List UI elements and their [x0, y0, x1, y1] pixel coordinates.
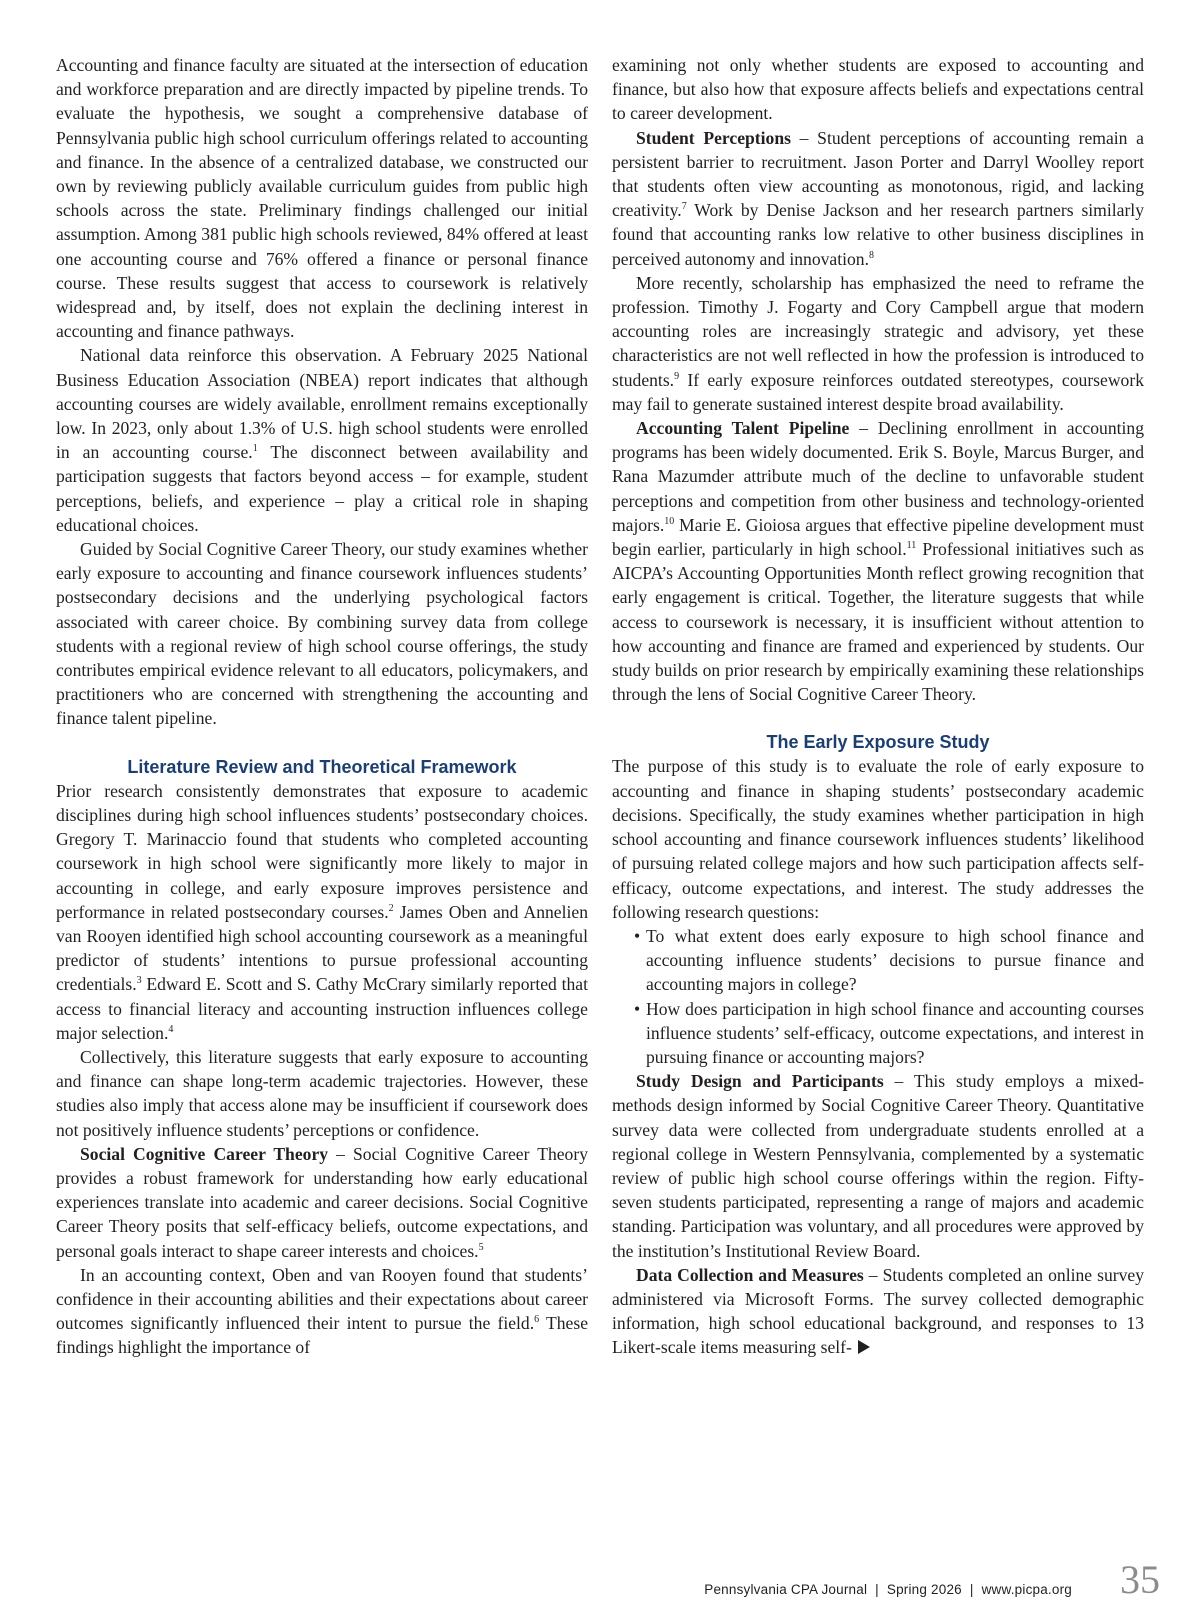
- bullet: •: [634, 998, 641, 1019]
- paragraph: More recently, scholarship has emphasized the need to reframe the profession. Timothy J. Fogarty and Cory Campbell argue that modern accounting roles are increasingly strategic and advisory, yet these characteristics are not well reflected in how the profession is introduced to students.$^9$ If early exposure reinforces outdated stereotypes, coursework may fail to generate sustained interest despite broad availability.: [612, 272, 1144, 414]
- paragraph: In an accounting context, Oben and van Rooyen found that students’ confidence in their accounting abilities and their expectations about career outcomes significantly influenced their intent to pursue the field.$^6$ These findings highlight the importance of: [56, 1264, 588, 1358]
- list-item: • To what extent does early exposure to high school finance and accounting influence students’ decisions to pursue finance and accounting majors in college?: [634, 925, 1144, 995]
- footnote-ref: 5: [478, 1241, 484, 1253]
- paragraph: The purpose of this study is to evaluate the role of early exposure to accounting and finance in shaping students’ postsecondary academic decisions. Specifically, the study examines whether participation in high school accounting and finance coursework influences students’ likelihood of pursuing related college majors and how such participation affects self-efficacy, outcome expectations, and interest. The study addresses the following research questions:: [612, 756, 1144, 922]
- run-in-heading: Student Perceptions: [636, 127, 791, 148]
- paragraph: Study Design and Participants – This study employs a mixed-methods design informed by Social Cognitive Career Theory. Quantitative survey data were collected from undergraduate students enrolled at a regional college in Western Pennsylvania, complemented by a systematic review of public high school course offerings within the region. Fifty-seven students participated, representing a range of majors and academic standing. Participation was voluntary, and all procedures were approved by the institution’s Institutional Review Board.: [612, 1071, 1144, 1261]
- section-heading: Literature Review and Theoretical Framework: [127, 756, 517, 777]
- paragraph: Data Collection and Measures – Students completed an online survey administered via Microsoft Forms. The survey collected demographic information, high school educational background, and responses to 13 Likert-scale items measuring self-: [612, 1264, 1145, 1358]
- paragraph: Collectively, this literature suggests that early exposure to accounting and finance can shape long-term academic trajectories. However, these studies also imply that access alone may be insufficient if coursework does not positively influence students’ perceptions or confidence.: [56, 1046, 588, 1140]
- run-in-heading: Social Cognitive Career Theory: [80, 1143, 329, 1164]
- footer-separator: |: [875, 1582, 879, 1597]
- paragraph: examining not only whether students are exposed to accounting and finance, but also how that exposure affects beliefs and expectations central to career development.: [612, 55, 1144, 124]
- footnote-ref: 4: [168, 1023, 174, 1035]
- paragraph: Student Perceptions – Student perceptions of accounting remain a persistent barrier to recruitment. Jason Porter and Darryl Woolley report that students often view accounting as monotonous, rigid, and lacking creativity.$^7$ Work by Denise Jackson and her research partners similarly found that accounting ranks low relative to other business disciplines in perceived autonomy and innovation.$^8$: [612, 127, 1144, 269]
- section-heading: The Early Exposure Study: [766, 732, 990, 753]
- website-link[interactable]: www.picpa.org: [981, 1582, 1072, 1597]
- footnote-ref: 11: [906, 540, 917, 552]
- footnote-ref: 9: [674, 370, 680, 382]
- footnote-ref: 8: [869, 249, 874, 261]
- paragraph: Prior research consistently demonstrates that exposure to academic disciplines during high school influences students’ postsecondary choices. Gregory T. Marinaccio found that students who completed accounting coursework in high school were significantly more likely to major in accounting in college, and early exposure improves persistence and performance in related postsecondary courses.$^2$ James Oben and Annelien van Rooyen identified high school accounting coursework as a meaningful predictor of students’ intentions to pursue professional accounting credentials.$^3$ Edward E. Scott and S. Cathy McCrary similarly reported that access to financial literacy and accounting instruction influences college major selection.$^4$: [56, 780, 588, 1043]
- run-in-heading: Data Collection and Measures: [636, 1264, 864, 1285]
- issue-date: Spring 2026: [886, 1582, 962, 1597]
- journal-name: Pennsylvania CPA Journal: [704, 1582, 868, 1597]
- footnote-ref: 1: [252, 443, 258, 455]
- right-column: [612, 53, 1144, 1360]
- footnote-ref: 7: [681, 201, 687, 213]
- footnote-ref: 3: [136, 975, 142, 987]
- run-in-heading: Study Design and Participants: [636, 1071, 884, 1092]
- left-column: [56, 53, 588, 1360]
- paragraph: Accounting Talent Pipeline – Declining enrollment in accounting programs has been widely documented. Erik S. Boyle, Marcus Burger, and Rana Mazumder attribute much of the decline to unfavorable student perceptions and competition from other business and technology-oriented majors.$^{10}$ Marie E. Gioiosa argues that effective pipeline development must begin earlier, particularly in high school.$^{11}$ Professional initiatives such as AICPA’s Accounting Opportunities Month reflect growing recognition that early engagement is critical. Together, the literature suggests that while access to coursework is necessary, it is insufficient without attention to how accounting and finance are framed and experienced by students. Our study builds on prior research by empirically examining these relationships through the lens of Social Cognitive Career Theory.: [612, 418, 1144, 705]
- paragraph: Accounting and finance faculty are situated at the intersection of education and workforce preparation and are directly impacted by pipeline trends. To evaluate the hypothesis, we sought a comprehensive database of Pennsylvania public high school curriculum offerings related to accounting and finance. In the absence of a centralized database, we constructed our own by reviewing publicly available curriculum guides from public high schools across the state. Preliminary findings challenged our initial assumption. Among 381 public high schools reviewed, 84% offered at least one accounting course and 76% offered a finance or personal finance course. These results suggest that access to coursework is relatively widespread and, by itself, does not explain the declining interest in accounting and finance pathways.: [56, 55, 588, 342]
- footnote-ref: 10: [664, 516, 675, 527]
- footer-separator: |: [969, 1582, 974, 1597]
- paragraph: Guided by Social Cognitive Career Theory, our study examines whether early exposure to accounting and finance coursework influences students’ postsecondary decisions and the underlying psychological factors associated with career choice. By combining survey data from college students with a regional review of high school course offerings, the study contributes empirical evidence relevant to all educators, policymakers, and practitioners who are concerned with strengthening the accounting and finance talent pipeline.: [56, 539, 588, 729]
- paragraph: National data reinforce this observation. A February 2025 National Business Education Association (NBEA) report indicates that although accounting courses are widely available, enrollment remains exceptionally low. In 2023, only about 1.3% of U.S. high school students were enrolled in an accounting course.$^1$ The disconnect between availability and participation suggests that factors beyond access – for example, student perceptions, beliefs, and experience – play a critical role in shaping educational choices.: [56, 345, 588, 535]
- research-questions-list: [612, 924, 1144, 1069]
- page-number: 35: [1120, 1557, 1160, 1602]
- bullet: •: [634, 925, 641, 946]
- continue-arrow-icon: [858, 1340, 870, 1354]
- paragraph: Social Cognitive Career Theory – Social Cognitive Career Theory provides a robust framework for understanding how early educational experiences translate into academic and career decisions. Social Cognitive Career Theory posits that self-efficacy beliefs, outcome expectations, and personal goals interact to shape career interests and choices.$^5$: [56, 1143, 589, 1261]
- page-footer: [704, 1582, 1072, 1597]
- footnote-ref: 6: [534, 1314, 540, 1326]
- list-item: • How does participation in high school finance and accounting courses influence students’ self-efficacy, outcome expectations, and interest in pursuing finance or accounting majors?: [634, 998, 1144, 1067]
- footnote-ref: 2: [388, 902, 394, 914]
- run-in-heading: Accounting Talent Pipeline: [636, 418, 850, 439]
